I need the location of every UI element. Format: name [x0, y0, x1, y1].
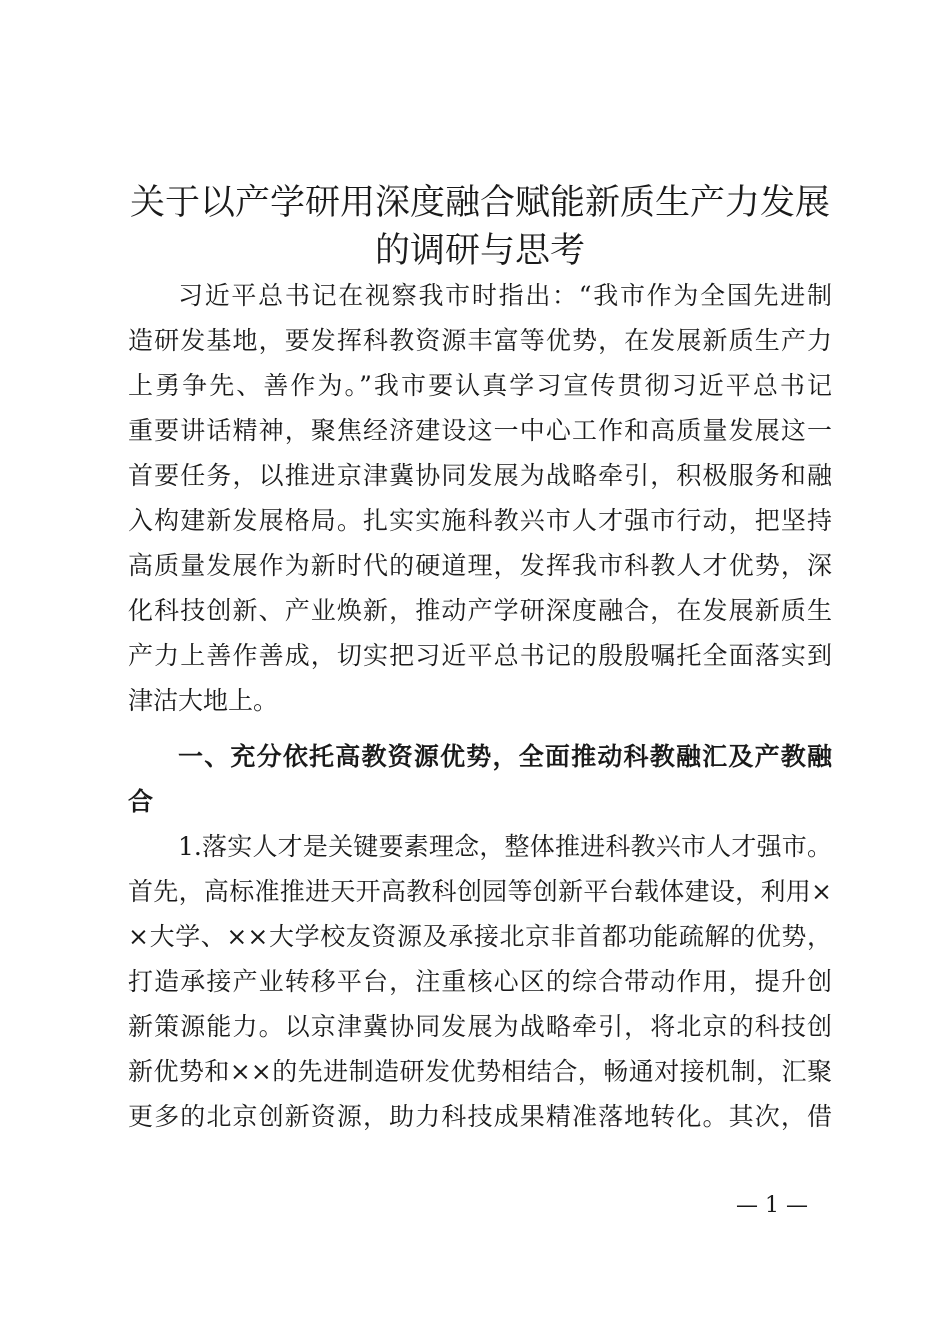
- section-para-line: 打造承接产业转移平台，注重核心区的综合带动作用，提升创: [128, 967, 832, 996]
- intro-line: 津沽大地上。: [128, 686, 279, 715]
- section-para-line: 新优势和××的先进制造研发优势相结合，畅通对接机制，汇聚: [128, 1057, 832, 1086]
- intro-line: 习近平总书记在视察我市时指出：“我市作为全国先进制: [178, 281, 832, 310]
- intro-line: 上勇争先、善作为。”我市要认真学习宣传贯彻习近平总书记: [128, 371, 832, 400]
- intro-line: 高质量发展作为新时代的硬道理，发挥我市科教人才优势，深: [128, 551, 832, 580]
- section-para-line: 1.落实人才是关键要素理念，整体推进科教兴市人才强市。: [178, 832, 832, 861]
- section-para-line: 更多的北京创新资源，助力科技成果精准落地转化。其次，借: [128, 1102, 832, 1131]
- section-para-line: ×大学、××大学校友资源及承接北京非首都功能疏解的优势，: [128, 922, 832, 951]
- intro-line: 入构建新发展格局。扎实实施科教兴市人才强市行动，把坚持: [128, 506, 832, 535]
- title-line-1: 关于以产学研用深度融合赋能新质生产力发展: [129, 183, 830, 223]
- intro-line: 重要讲话精神，聚焦经济建设这一中心工作和高质量发展这一: [128, 416, 832, 445]
- intro-line: 首要任务，以推进京津冀协同发展为战略牵引，积极服务和融: [128, 461, 832, 490]
- section-para-line: 新策源能力。以京津冀协同发展为战略牵引，将北京的科技创: [128, 1012, 832, 1041]
- title-line-2: 的调研与思考: [374, 231, 585, 271]
- section-heading: 一、充分依托高教资源优势，全面推动科教融汇及产教融: [178, 742, 832, 771]
- intro-line: 产力上善作善成，切实把习近平总书记的殷殷嘱托全面落实到: [128, 641, 832, 670]
- section-para-line: 首先，高标准推进天开高教科创园等创新平台载体建设，利用×: [128, 877, 832, 906]
- section-heading: 合: [128, 787, 154, 816]
- intro-line: 造研发基地，要发挥科教资源丰富等优势，在发展新质生产力: [128, 326, 832, 355]
- intro-line: 化科技创新、产业焕新，推动产学研深度融合，在发展新质生: [128, 596, 832, 625]
- page-number: — 1 —: [736, 1193, 808, 1218]
